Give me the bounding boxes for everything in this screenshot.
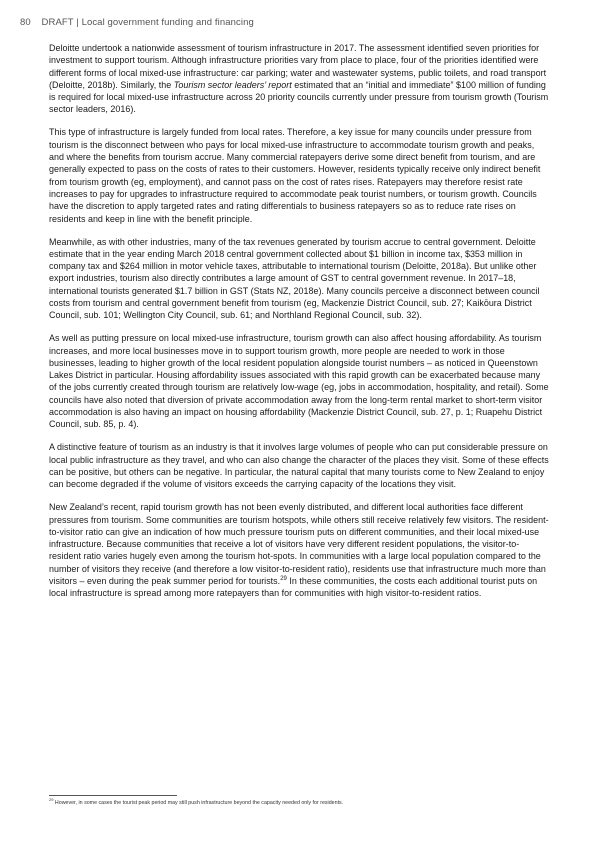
report-title-italic: Tourism sector leaders’ report bbox=[173, 79, 292, 90]
paragraph-uneven-distribution bbox=[49, 501, 549, 599]
paragraph-distinctive-feature: A distinctive feature of tourism as an industry is that it involves large volumes of people who can put considerable pressure on local public infrastructure as they travel, and who can also change the character of the places they visit. Some of these effects can be positive, but others can be negative. In particular, the natural capital that many tourists come to New Zealand to enjoy can become degraded if the volume of visitors exceeds the carrying capacity of the locations they visit. bbox=[49, 442, 549, 490]
footnote-reference[interactable]: 29 bbox=[280, 576, 287, 583]
main-content bbox=[49, 42, 549, 610]
footnote-text: However, in some cases the tourist peak period may still push infrastructure beyond the capacity needed only for residents. bbox=[53, 800, 344, 806]
footnote-number: 29 bbox=[49, 797, 54, 803]
footnote bbox=[49, 797, 549, 807]
paragraph-text: In these communities, the costs each additional tourist puts on local infrastructure is spread among more ratepayers than for communities with high visitor-to-resident ratios. bbox=[49, 576, 538, 599]
paragraph-local-rates-funding: This type of infrastructure is largely funded from local rates. Therefore, a key issue for many councils under pressure from tourism is the disconnect between who pays for local mixed-use infrastructure to accommodate tourism growth and peaks, and where the benefits from tourism accrue. Many commercial ratepayers derive some direct benefit from tourism, and are generally expected to pass on the costs of rates to their customers. However, residents typically receive only indirect benefit from tourism growth (eg, employment), and cannot pass on the cost of rates rises. Ratepayers may therefore resist rate increases to pay for upgrades to infrastructure required to accommodate peak tourist numbers, or tourism growth. Councils have the discretion to apply targeted rates and rating differentials to business ratepayers so as to reduce rate rises on residents and keep in line with the benefit principle. bbox=[49, 127, 541, 224]
paragraph-housing-affordability: As well as putting pressure on local mixed-use infrastructure, tourism growth can also affect housing affordability. As tourism increases, and more local businesses move in to support tourism growth, more people are needed to work in those businesses, leading to higher growth of the local resident population alongside tourist numbers – as noticed in Queenstown Lakes District in particular. Housing affordability issues associated with this rapid growth can be exacerbated because many of the jobs currently created through tourism are relatively low-wage (eg, jobs in accommodation, hospitality, and retail). Some councils have also noted that diversion of private accommodation away from the long-term rental market to short-term visitor accommodation is also having an impact on housing affordability (Mackenzie District Council, sub. 27, p. 1; Ruapehu District Council, sub. 85, p. 4). bbox=[49, 333, 549, 430]
paragraph-tourism-infrastructure-assessment bbox=[49, 42, 549, 116]
running-title: DRAFT | Local government funding and financing bbox=[41, 17, 254, 28]
paragraph-text: New Zealand’s recent, rapid tourism growth has not been evenly distributed, and different local authorities face different pressures from tourism. Some communities are tourism hotspots, while others still receive relatively few visitors. The resident-to-visitor ratio can give an indication of how much pressure tourism puts on different communities, and their local mixed-use infrastructure. Because communities that receive a lot of visitors have very different resident populations, the visitor-to-resident ratio varies hugely even among the tourism hot-spots. In communities with a large local population compared to the number of visitors they receive (and therefore a low visitor-to-resident ratio), residents use that infrastructure much more than visitors – even during the peak summer period for tourists. bbox=[49, 502, 549, 587]
paragraph-central-government-tax: Meanwhile, as with other industries, many of the tax revenues generated by tourism accrue to central government. Deloitte estimate that in the year ending March 2018 central government collected about $1 billion in income tax, $353 million in company tax and $264 million in motor vehicle taxes, attributable to international tourism (Deloitte, 2018a). But unlike other export industries, tourism also directly contributes a large amount of GST to central government revenue. In 2017–18, international tourists generated $1.7 billion in GST (Stats NZ, 2018e). Many councils perceive a disconnect between council costs from tourism and central government benefit from tourism (eg, Mackenzie District Council, sub. 27; Kaikōura District Council, sub. 101; Wellington City Council, sub. 61; and Northland Regional Council, sub. 32). bbox=[49, 236, 540, 321]
footnote-divider bbox=[49, 795, 177, 796]
page-header bbox=[20, 17, 254, 28]
paragraph-text: Deloitte undertook a nationwide assessment of tourism infrastructure in 2017. The assessment identified seven priorities for investment to support tourism. Although infrastructure priorities vary from place to place, four of the priorities identified were different forms of local mixed-use infrastructure: car parking; water and wastewater systems, public toilets, and road transport (Deloitte, 2018b). Similarly, the bbox=[49, 43, 547, 90]
paragraph-text: estimated that an “initial and immediate” $100 million of funding is required for local mixed-use infrastructure across 20 priority councils currently under pressure from tourism growth (Tourism sector leaders, 2016). bbox=[49, 79, 549, 115]
page-number: 80 bbox=[20, 17, 31, 28]
